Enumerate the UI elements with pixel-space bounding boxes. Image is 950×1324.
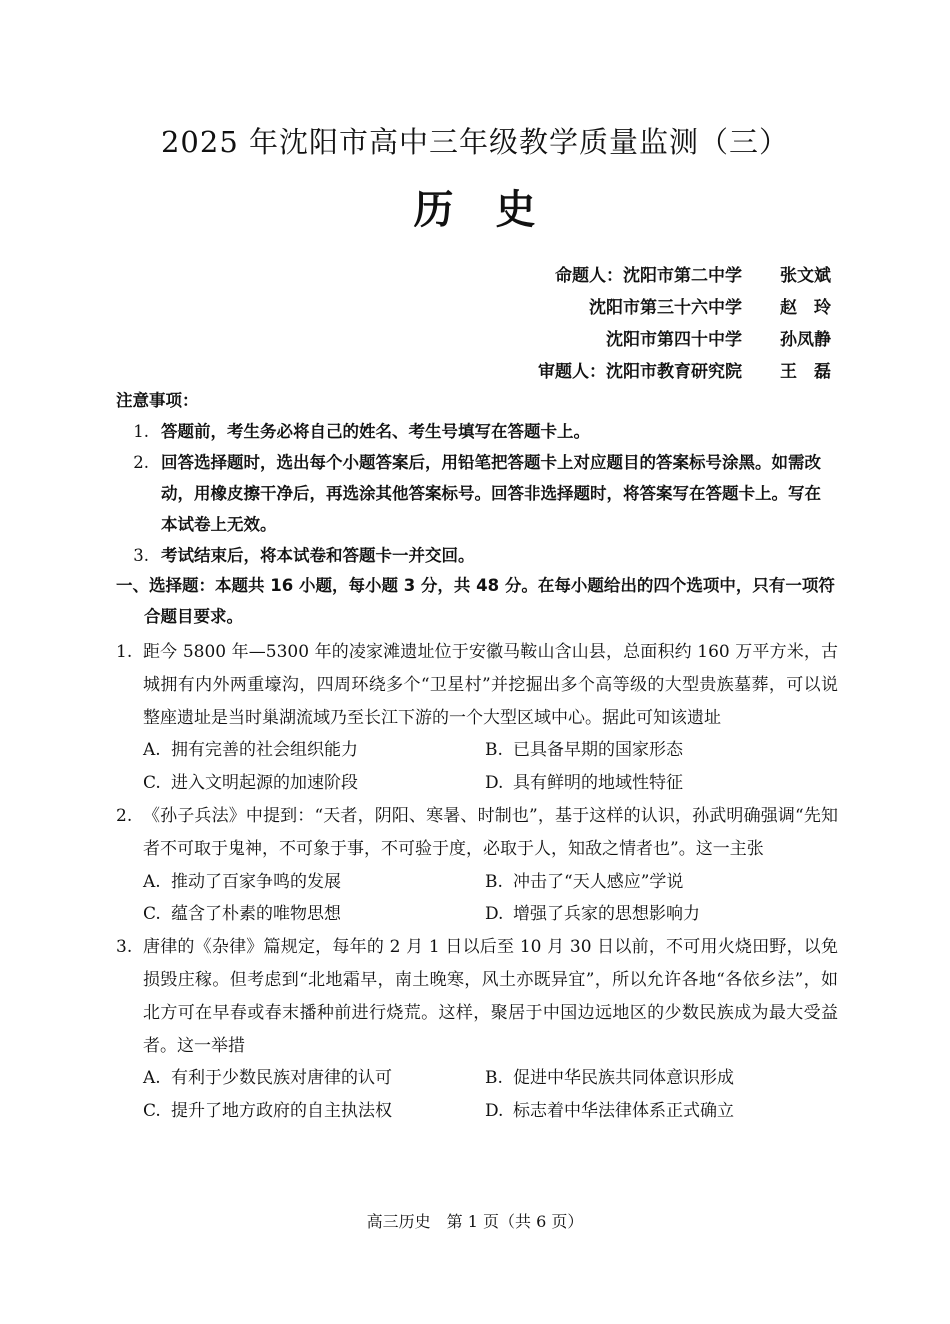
author-unit: 沈阳市第三十六中学 [589, 298, 742, 318]
notice-text: 回答选择题时，选出每个小题答案后，用铅笔把答题卡上对应题目的答案标号涂黑。如需改动，用橡皮擦干净后，再选涂其他答案标号。回答非选择题时，将答案写在答题卡上。写在本试卷上无效。 [161, 453, 821, 534]
option-label: D. [485, 1101, 504, 1122]
option-label: C. [143, 773, 161, 794]
author-unit: 命题人：沈阳市第二中学 [555, 266, 742, 286]
subject-title: 历 史 [413, 186, 537, 233]
author-name: 张文斌 [780, 266, 831, 286]
option-a [143, 1062, 485, 1095]
question [116, 636, 838, 800]
author-name: 王 磊 [780, 362, 831, 382]
option-c [143, 767, 485, 800]
option-text: 已具备早期的国家形态 [513, 740, 683, 761]
author-row [538, 260, 836, 292]
option-text: 蕴含了朴素的唯物思想 [171, 904, 341, 925]
question-text: 唐律的《杂律》篇规定，每年的 2 月 1 日以后至 10 月 30 日以前，不可用火烧田野，以免损毁庄稼。但考虑到“北地霜早，南土晚寒，风土亦既异宜”，所以允许各地“各依乡法”，如北方可在早春或春末播种前进行烧荒。这样，聚居于中国边远地区的少数民族成为最大受益者。这一举措 [143, 937, 838, 1056]
option-group [116, 1062, 838, 1128]
option-text: 具有鲜明的地域性特征 [513, 773, 683, 794]
question-number: 2. [116, 805, 133, 826]
option-c [143, 1095, 485, 1128]
author-list [538, 260, 836, 388]
option-row [143, 734, 838, 767]
option-label: C. [143, 1101, 161, 1122]
notice-item [116, 540, 836, 571]
option-label: A. [143, 740, 161, 761]
option-group [116, 734, 838, 800]
option-b [485, 866, 827, 899]
option-text: 推动了百家争鸣的发展 [171, 871, 341, 892]
option-row [143, 1062, 838, 1095]
option-text: 进入文明起源的加速阶段 [171, 773, 358, 794]
option-text: 提升了地方政府的自主执法权 [171, 1101, 392, 1122]
option-row [143, 898, 838, 931]
option-text: 增强了兵家的思想影响力 [513, 904, 700, 925]
author-row [538, 324, 836, 356]
author-row [538, 356, 836, 388]
question-stem [116, 636, 838, 734]
author-name: 孙凤静 [780, 330, 831, 350]
option-label: A. [143, 871, 161, 892]
option-label: D. [485, 773, 504, 794]
notice-text: 考试结束后，将本试卷和答题卡一并交回。 [161, 546, 475, 565]
notice-text: 答题前，考生务必将自己的姓名、考生号填写在答题卡上。 [161, 422, 590, 441]
option-d [485, 1095, 827, 1128]
option-text: 标志着中华法律体系正式确立 [513, 1101, 734, 1122]
question-text: 距今 5800 年—5300 年的凌家滩遗址位于安徽马鞍山含山县，总面积约 160 万平方米，古城拥有内外两重壕沟，四周环绕多个“卫星村”并挖掘出多个高等级的大型贵族墓葬，可以说整座遗址是当时巢湖流域乃至长江下游的一个大型区域中心。据此可知该遗址 [143, 642, 838, 728]
author-unit: 审题人：沈阳市教育研究院 [538, 362, 742, 382]
question [116, 800, 838, 931]
option-b [485, 1062, 827, 1095]
option-label: D. [485, 904, 504, 925]
option-label: B. [485, 740, 503, 761]
option-row [143, 767, 838, 800]
option-c [143, 898, 485, 931]
question-text: 《孙子兵法》中提到：“天者，阴阳、寒暑、时制也”，基于这样的认识，孙武明确强调“先知者不可取于鬼神，不可象于事，不可验于度，必取于人，知敌之情者也”。这一主张 [143, 805, 838, 859]
section-instructions: 一、选择题：本题共 16 小题，每小题 3 分，共 48 分。在每小题给出的四个选项中，只有一项符合题目要求。 [116, 576, 835, 626]
notice-number: 1. [133, 422, 149, 441]
author-name: 赵 玲 [780, 298, 831, 318]
option-text: 冲击了“天人感应”学说 [513, 871, 684, 892]
option-label: B. [485, 1068, 503, 1089]
notice-title: 注意事项： [116, 391, 199, 410]
question-stem [116, 800, 838, 866]
option-row [143, 866, 838, 899]
notice-number: 2. [133, 453, 149, 472]
notice-number: 3. [133, 546, 149, 565]
option-label: A. [143, 1068, 161, 1089]
option-d [485, 898, 827, 931]
question-number: 3. [116, 937, 133, 958]
notice-block [116, 386, 836, 571]
notice-item [116, 447, 836, 540]
question-number: 1. [116, 642, 133, 662]
option-group [116, 866, 838, 932]
question-list [116, 636, 838, 1128]
question-stem [116, 931, 838, 1062]
option-d [485, 767, 827, 800]
option-label: C. [143, 904, 161, 925]
author-row [538, 292, 836, 324]
author-unit: 沈阳市第四十中学 [606, 330, 742, 350]
page-footer: 高三历史 第 1 页（共 6 页） [366, 1212, 584, 1231]
option-row [143, 1095, 838, 1128]
question [116, 931, 838, 1128]
notice-item [116, 416, 836, 447]
option-a [143, 866, 485, 899]
option-b [485, 734, 827, 767]
exam-title: 2025 年沈阳市高中三年级教学质量监测（三） [160, 125, 790, 159]
option-text: 促进中华民族共同体意识形成 [513, 1068, 734, 1089]
option-text: 有利于少数民族对唐律的认可 [171, 1068, 392, 1089]
option-a [143, 734, 485, 767]
option-text: 拥有完善的社会组织能力 [171, 740, 358, 761]
section-heading [116, 570, 838, 632]
option-label: B. [485, 871, 503, 892]
